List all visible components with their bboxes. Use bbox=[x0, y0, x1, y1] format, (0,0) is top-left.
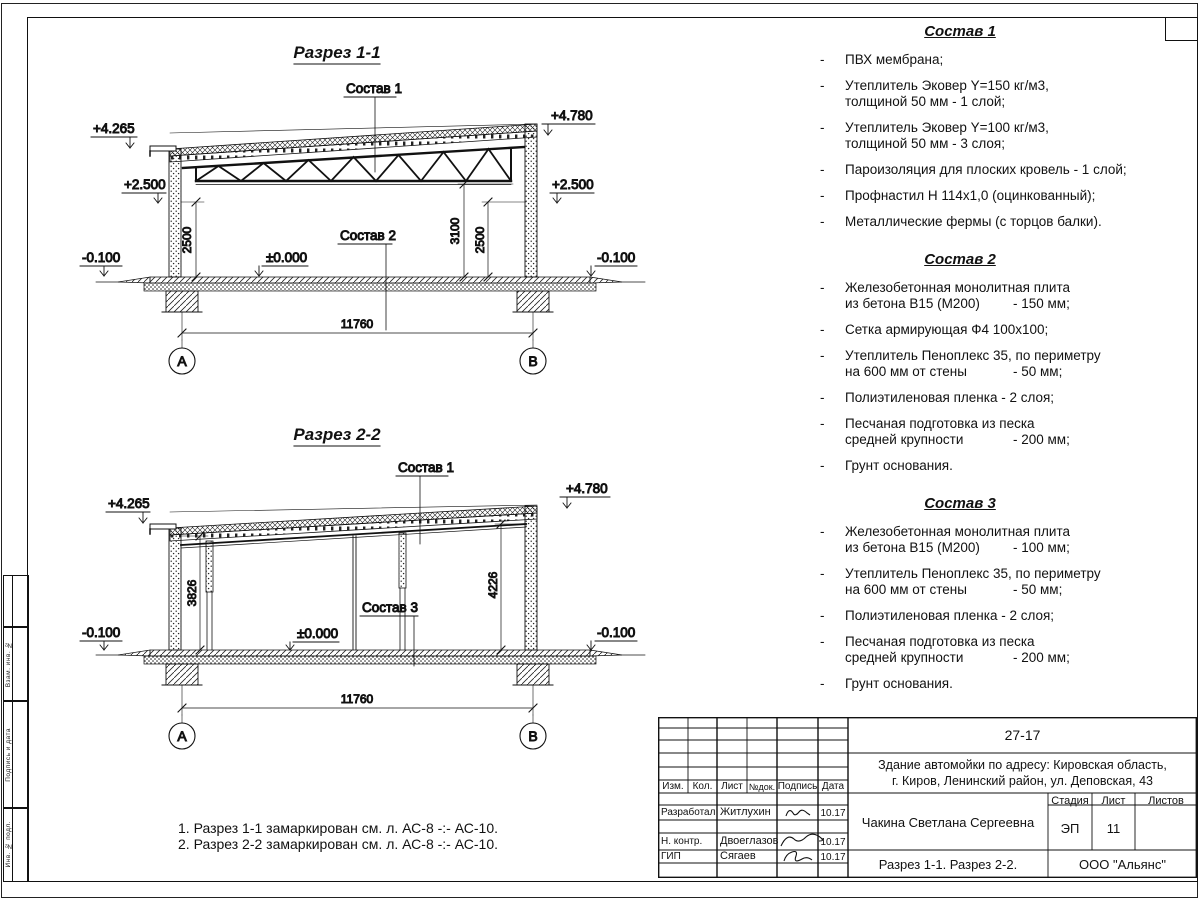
composition-text: Металлические фермы (с торцов балки). bbox=[845, 214, 1102, 229]
composition-line bbox=[812, 280, 1108, 296]
tb-author: Чакина Светлана Сергеевна bbox=[861, 815, 1035, 830]
wall-left bbox=[169, 149, 181, 277]
dim-span: 11760 bbox=[340, 692, 374, 706]
tb-name: Двоеглазов bbox=[720, 835, 779, 847]
composition-line bbox=[812, 94, 1108, 110]
composition-line bbox=[812, 52, 1108, 68]
composition-block-1 bbox=[812, 23, 1127, 230]
composition-text: Грунт основания. bbox=[845, 676, 953, 691]
bullet-dash: - bbox=[820, 634, 825, 649]
callouts bbox=[360, 460, 454, 666]
tb-project-line2: г. Киров, Ленинский район, ул. Деповская, 43 bbox=[892, 774, 1153, 788]
composition-value: - 200 мм; bbox=[1013, 650, 1070, 665]
composition-line bbox=[812, 78, 1108, 94]
elev-right-mid: +2.500 bbox=[552, 177, 594, 192]
callouts bbox=[338, 81, 402, 330]
tb-sheet-title: Разрез 1-1. Разрез 2-2. bbox=[878, 857, 1018, 872]
composition-text: на 600 мм от стены bbox=[845, 582, 967, 597]
composition-value: - 200 мм; bbox=[1013, 432, 1070, 447]
section-1-1-title: Разрез 1-1 bbox=[293, 43, 381, 62]
elevation-marks bbox=[80, 108, 637, 276]
side-stamp-box-inv bbox=[3, 807, 29, 882]
section-2-2 bbox=[80, 425, 645, 749]
composition-line bbox=[812, 676, 1108, 692]
bullet-dash: - bbox=[820, 390, 825, 405]
dim-4226-right: 4226 bbox=[486, 571, 500, 599]
composition-line bbox=[812, 432, 1108, 448]
composition-text: Утеплитель Пеноплекс 35, по периметру bbox=[845, 348, 1101, 363]
tb-date: 10.17 bbox=[820, 852, 846, 863]
wall-right bbox=[525, 124, 537, 277]
composition-block-3 bbox=[812, 496, 1108, 692]
composition-text: Полиэтиленовая пленка - 2 слоя; bbox=[845, 608, 1055, 623]
composition-title: Состав 2 bbox=[924, 251, 996, 268]
floor-slab bbox=[96, 650, 645, 664]
composition-value: - 50 мм; bbox=[1013, 364, 1063, 379]
composition-item bbox=[812, 634, 1108, 666]
composition-text: Грунт основания. bbox=[845, 458, 953, 473]
composition-item bbox=[812, 162, 1127, 178]
bullet-dash: - bbox=[820, 458, 825, 473]
composition-text: Железобетонная монолитная плита bbox=[845, 280, 1071, 295]
composition-line bbox=[812, 416, 1108, 432]
composition-line bbox=[812, 390, 1108, 406]
composition-item bbox=[812, 78, 1108, 110]
wall-right bbox=[525, 506, 537, 650]
composition-block-2 bbox=[812, 252, 1108, 474]
composition-item bbox=[812, 676, 1108, 692]
composition-panel bbox=[812, 23, 1127, 702]
composition-line bbox=[812, 348, 1108, 364]
composition-line bbox=[812, 162, 1127, 178]
dim-2500-left: 2500 bbox=[180, 226, 194, 254]
callout-sostav2: Состав 2 bbox=[340, 228, 396, 243]
span-dimension bbox=[169, 312, 546, 374]
tb-role: ГИП bbox=[661, 851, 681, 862]
composition-item bbox=[812, 524, 1108, 556]
composition-line bbox=[812, 540, 1108, 556]
note-line: 1. Разрез 1-1 замаркирован см. л. АС-8 -:- АС-10. bbox=[178, 820, 498, 836]
tb-date: 10.17 bbox=[820, 837, 846, 848]
composition-line bbox=[812, 634, 1108, 650]
composition-item bbox=[812, 120, 1108, 152]
bullet-dash: - bbox=[820, 78, 825, 93]
tb-col-kol: Кол. bbox=[692, 781, 713, 792]
bullet-dash: - bbox=[820, 120, 825, 135]
tb-name: Житлухин bbox=[720, 806, 771, 818]
span-dimension bbox=[169, 685, 546, 749]
composition-value: - 100 мм; bbox=[1013, 540, 1070, 555]
composition-line bbox=[812, 458, 1108, 474]
composition-line bbox=[812, 582, 1108, 598]
bullet-dash: - bbox=[820, 608, 825, 623]
elev-left-low: -0.100 bbox=[82, 625, 121, 640]
bullet-dash: - bbox=[820, 566, 825, 581]
composition-item bbox=[812, 188, 1108, 204]
bullet-dash: - bbox=[820, 214, 825, 229]
drawing-notes bbox=[178, 820, 498, 852]
composition-text: Полиэтиленовая пленка - 2 слоя; bbox=[845, 390, 1055, 405]
composition-line bbox=[812, 566, 1108, 582]
axis-a: А bbox=[177, 728, 187, 744]
composition-line bbox=[812, 136, 1108, 152]
composition-line bbox=[812, 322, 1108, 338]
axis-b: В bbox=[528, 728, 538, 744]
composition-item bbox=[812, 608, 1108, 624]
dim-span: 11760 bbox=[340, 317, 374, 331]
composition-text: Утеплитель Эковер Y=100 кг/м3, bbox=[845, 120, 1049, 135]
elev-zero: ±0.000 bbox=[266, 250, 308, 265]
tb-company: ООО "Альянс" bbox=[1079, 857, 1166, 872]
side-stamp-strip bbox=[4, 808, 13, 881]
side-stamp-label: Взам. инв. № bbox=[4, 640, 12, 688]
tb-role: Н. контр. bbox=[661, 836, 703, 847]
tb-sheet-number: 11 bbox=[1106, 821, 1121, 836]
composition-title: Состав 3 bbox=[924, 495, 996, 512]
dim-2500-right: 2500 bbox=[473, 226, 487, 254]
tb-date: 10.17 bbox=[820, 808, 846, 819]
roof-package bbox=[170, 506, 537, 548]
composition-item bbox=[812, 458, 1108, 474]
composition-text: средней крупности bbox=[845, 432, 964, 447]
elev-left-top: +4.265 bbox=[93, 121, 135, 136]
composition-text: толщиной 50 мм - 3 слоя; bbox=[845, 136, 1005, 151]
tb-project-line1: Здание автомойки по адресу: Кировская область, bbox=[878, 758, 1167, 772]
composition-line bbox=[812, 524, 1108, 540]
composition-item bbox=[812, 416, 1108, 448]
tb-stage-value: ЭП bbox=[1060, 821, 1080, 836]
top-right-doc-box bbox=[1165, 18, 1198, 41]
axis-b: В bbox=[528, 353, 538, 369]
floor-slab bbox=[96, 277, 645, 291]
composition-line bbox=[812, 364, 1108, 380]
composition-text: Утеплитель Пеноплекс 35, по периметру bbox=[845, 566, 1101, 581]
composition-item bbox=[812, 322, 1108, 338]
composition-text: Песчаная подготовка из песка bbox=[845, 416, 1035, 431]
tb-col-izm: Изм. bbox=[662, 781, 684, 792]
composition-line bbox=[812, 296, 1108, 312]
elev-left-low: -0.100 bbox=[82, 250, 121, 265]
composition-item bbox=[812, 390, 1108, 406]
bullet-dash: - bbox=[820, 416, 825, 431]
composition-value: - 50 мм; bbox=[1013, 582, 1063, 597]
section-2-2-title: Разрез 2-2 bbox=[293, 425, 381, 444]
composition-text: средней крупности bbox=[845, 650, 964, 665]
composition-item bbox=[812, 214, 1108, 230]
bullet-dash: - bbox=[820, 676, 825, 691]
composition-text: Утеплитель Эковер Y=150 кг/м3, bbox=[845, 78, 1049, 93]
composition-item bbox=[812, 348, 1108, 380]
composition-item bbox=[812, 566, 1108, 598]
bullet-dash: - bbox=[820, 188, 825, 203]
elev-right-low: -0.100 bbox=[597, 250, 636, 265]
foundations bbox=[162, 291, 553, 312]
composition-line bbox=[812, 120, 1108, 136]
composition-text: Сетка армирующая Ф4 100х100; bbox=[845, 322, 1049, 337]
section-1-1 bbox=[80, 43, 645, 374]
elev-right-low: -0.100 bbox=[597, 625, 636, 640]
foundations bbox=[162, 664, 553, 685]
title-block bbox=[658, 717, 1197, 878]
composition-item bbox=[812, 280, 1108, 312]
tb-stage-label: Стадия bbox=[1051, 795, 1089, 807]
composition-text: Пароизоляция для плоских кровель - 1 слой; bbox=[845, 162, 1127, 177]
tb-name: Сягаев bbox=[720, 850, 756, 862]
callout-sostav1: Состав 1 bbox=[346, 81, 402, 96]
bullet-dash: - bbox=[820, 524, 825, 539]
composition-item bbox=[812, 52, 1108, 68]
composition-text: Профнастил Н 114х1,0 (оцинкованный); bbox=[845, 188, 1096, 203]
composition-text: на 600 мм от стены bbox=[845, 364, 967, 379]
bullet-dash: - bbox=[820, 280, 825, 295]
composition-text: толщиной 50 мм - 1 слой; bbox=[845, 94, 1006, 109]
callout-sostav1: Состав 1 bbox=[398, 460, 454, 475]
elev-left-top: +4.265 bbox=[108, 496, 150, 511]
composition-line bbox=[812, 188, 1108, 204]
elev-zero: ±0.000 bbox=[297, 626, 339, 641]
composition-title: Состав 1 bbox=[924, 23, 996, 40]
bullet-dash: - bbox=[820, 52, 825, 67]
composition-text: из бетона В15 (М200) bbox=[845, 296, 980, 311]
signature-scribbles bbox=[781, 810, 823, 861]
side-stamp-label: Инв. № подл. bbox=[4, 821, 12, 868]
note-line: 2. Разрез 2-2 замаркирован см. л. АС-8 -:- АС-10. bbox=[178, 836, 498, 852]
bullet-dash: - bbox=[820, 162, 825, 177]
tb-sheet-label: Лист bbox=[1101, 795, 1126, 807]
tb-role: Разработал bbox=[661, 807, 716, 818]
elev-left-mid: +2.500 bbox=[124, 177, 166, 192]
bullet-dash: - bbox=[820, 348, 825, 363]
elev-right-top: +4.780 bbox=[551, 108, 593, 123]
composition-text: Песчаная подготовка из песка bbox=[845, 634, 1035, 649]
composition-text: ПВХ мембрана; bbox=[845, 52, 944, 67]
composition-text: Железобетонная монолитная плита bbox=[845, 524, 1071, 539]
composition-value: - 150 мм; bbox=[1013, 296, 1070, 311]
tb-col-data: Дата bbox=[821, 781, 845, 792]
elev-right-top: +4.780 bbox=[566, 481, 608, 496]
tb-sheets-label: Листов bbox=[1148, 795, 1184, 807]
sections-drawing bbox=[0, 0, 660, 790]
composition-line bbox=[812, 650, 1108, 666]
wall-left bbox=[169, 528, 181, 650]
tb-col-ndok: №док. bbox=[748, 782, 776, 792]
side-stamp-label: Подпись и дата bbox=[4, 727, 12, 782]
composition-line bbox=[812, 608, 1108, 624]
vertical-dimensions bbox=[181, 520, 527, 654]
dim-3826-left: 3826 bbox=[185, 579, 199, 607]
composition-line bbox=[812, 214, 1108, 230]
elevation-marks bbox=[80, 481, 637, 650]
dim-3100-right: 3100 bbox=[448, 217, 462, 245]
tb-doc-number: 27-17 bbox=[1004, 727, 1041, 743]
callout-sostav3: Состав 3 bbox=[362, 600, 418, 615]
tb-col-list: Лист bbox=[721, 781, 743, 792]
composition-text: из бетона В15 (М200) bbox=[845, 540, 980, 555]
tb-col-podpis: Подпись bbox=[777, 781, 818, 792]
axis-a: А bbox=[177, 353, 187, 369]
bullet-dash: - bbox=[820, 322, 825, 337]
